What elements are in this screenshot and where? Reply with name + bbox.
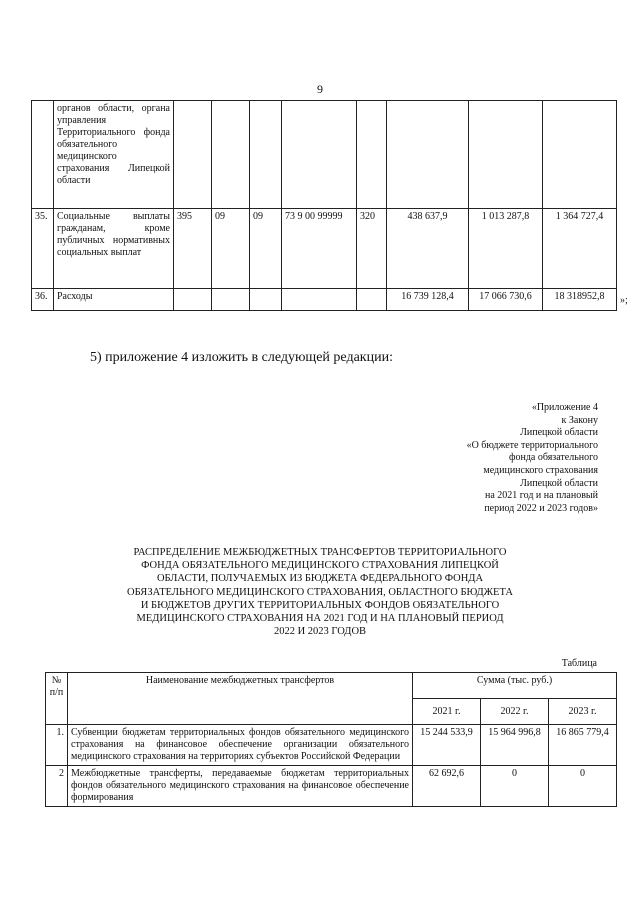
row-label: Социальные выплаты гражданам, кроме публичных нормативных социальных выплат: [54, 209, 174, 289]
transfers-table: [45, 672, 617, 807]
cell-subsection: [250, 101, 282, 209]
cell-2021: 62 692,6: [413, 766, 481, 807]
table-label: Таблица: [561, 658, 597, 669]
cell-2021: 15 244 533,9: [413, 725, 481, 766]
cell-section: 09: [212, 209, 250, 289]
cell-section: [212, 101, 250, 209]
appendix-line: Липецкой области: [520, 427, 598, 439]
row-name: Межбюджетные трансферты, передаваемые бюджетам территориальных фондов обязательного медицинского страхования на финансовое обеспечение формирования: [68, 766, 413, 807]
cell-2022: 17 066 730,6: [469, 289, 543, 311]
cell-target-article: 73 9 00 99999: [282, 209, 357, 289]
header-row: [46, 673, 617, 699]
row-number: 36.: [32, 289, 54, 311]
appendix-line: Липецкой области: [520, 477, 598, 489]
row-label: органов области, органа управления Территориального фонда обязательного медицинского страхования Липецкой области: [54, 101, 174, 209]
cell-target-article: [282, 101, 357, 209]
header-name: Наименование межбюджетных трансфертов: [68, 673, 413, 725]
appendix-header: [398, 402, 598, 515]
row-label: Расходы: [54, 289, 174, 311]
title-line: ФОНДА ОБЯЗАТЕЛЬНОГО МЕДИЦИНСКОГО СТРАХОВАНИЯ ЛИПЕЦКОЙ: [141, 560, 499, 572]
row-number: [32, 101, 54, 209]
page-number: 9: [317, 82, 323, 96]
title-line: РАСПРЕДЕЛЕНИЕ МЕЖБЮДЖЕТНЫХ ТРАНСФЕРТОВ ТЕРРИТОРИАЛЬНОГО: [133, 547, 507, 558]
table-row: [32, 101, 617, 209]
cell-target-article: [282, 289, 357, 311]
cell-2023: 16 865 779,4: [549, 725, 617, 766]
cell-admin-code: [174, 101, 212, 209]
appendix-line: фонда обязательного: [509, 452, 598, 464]
cell-expense-type: [357, 101, 387, 209]
title-line: ОБЛАСТИ, ПОЛУЧАЕМЫХ ИЗ БЮДЖЕТА ФЕДЕРАЛЬНОГО ФОНДА: [156, 573, 484, 585]
document-title: [95, 546, 545, 638]
cell-2021: 16 739 128,4: [387, 289, 469, 311]
appendix-line: период 2022 и 2023 годов»: [484, 502, 598, 514]
amendment-paragraph: 5) приложение 4 изложить в следующей редакции:: [90, 350, 393, 365]
appendix-line: к Закону: [561, 414, 598, 426]
header-2022: 2022 г.: [481, 699, 549, 725]
cell-admin-code: 395: [174, 209, 212, 289]
title-line: И БЮДЖЕТОВ ДРУГИХ ТЕРРИТОРИАЛЬНЫХ ФОНДОВ ОБЯЗАТЕЛЬНОГО: [140, 599, 500, 611]
expenses-table-continuation: [31, 100, 617, 311]
table-row: [46, 725, 617, 766]
appendix-line: на 2021 год и на плановый: [484, 490, 598, 502]
table-row: [46, 766, 617, 807]
appendix-line: медицинского страхования: [483, 464, 598, 476]
cell-subsection: [250, 289, 282, 311]
cell-2022: 15 964 996,8: [481, 725, 549, 766]
cell-2022: 1 013 287,8: [469, 209, 543, 289]
cell-2021: [387, 101, 469, 209]
header-sum: Сумма (тыс. руб.): [413, 673, 617, 699]
table-row: [32, 209, 617, 289]
title-line: 2022 И 2023 ГОДОВ: [273, 626, 367, 638]
appendix-line: «Приложение 4: [531, 402, 598, 413]
row-number: 2: [46, 766, 68, 807]
appendix-line: «О бюджете территориального: [466, 439, 598, 451]
closing-quote: »;: [620, 295, 628, 306]
header-number: № п/п: [46, 673, 68, 725]
row-number: 35.: [32, 209, 54, 289]
cell-2022: 0: [481, 766, 549, 807]
title-line: МЕДИЦИНСКОГО СТРАХОВАНИЯ НА 2021 ГОД И НА ПЛАНОВЫЙ ПЕРИОД: [136, 613, 504, 625]
cell-subsection: 09: [250, 209, 282, 289]
table-row: [32, 289, 617, 311]
cell-2023: 1 364 727,4: [543, 209, 617, 289]
cell-2023: 18 318952,8: [543, 289, 617, 311]
cell-2023: 0: [549, 766, 617, 807]
cell-expense-type: [357, 289, 387, 311]
cell-expense-type: 320: [357, 209, 387, 289]
title-line: ОБЯЗАТЕЛЬНОГО МЕДИЦИНСКОГО СТРАХОВАНИЯ, ОБЛАСТНОГО БЮДЖЕТА: [127, 586, 513, 598]
header-2021: 2021 г.: [413, 699, 481, 725]
cell-2021: 438 637,9: [387, 209, 469, 289]
cell-section: [212, 289, 250, 311]
row-number: 1.: [46, 725, 68, 766]
header-2023: 2023 г.: [549, 699, 617, 725]
cell-admin-code: [174, 289, 212, 311]
row-name: Субвенции бюджетам территориальных фондов обязательного медицинского страхования на финансовое обеспечение организации обязательного медицинского страхования на территориях субъектов Российской Федерации: [68, 725, 413, 766]
cell-2023: [543, 101, 617, 209]
cell-2022: [469, 101, 543, 209]
